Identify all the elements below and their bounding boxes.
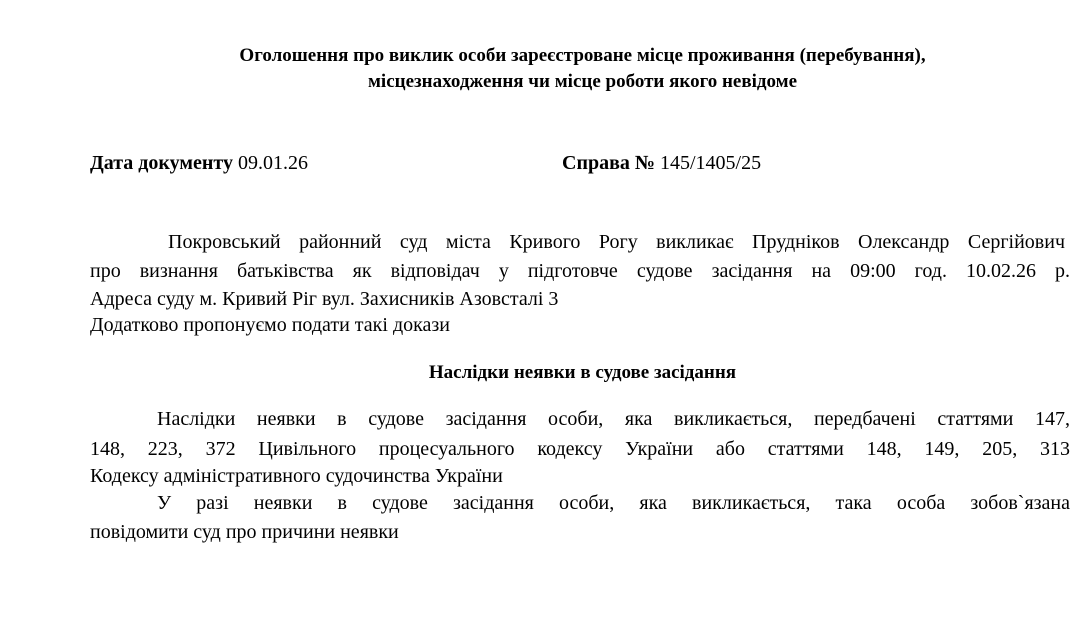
consequences-line-5: повідомити суд про причини неявки bbox=[90, 521, 399, 543]
consequences-line-1: Наслідки неявки в судове засідання особи, яка викликається, передбачені статтями 147, bbox=[157, 408, 1070, 430]
body-line-2: про визнання батьківства як відповідач у підготовче судове засідання на 09:00 год. 10.02.26 р. bbox=[90, 260, 1070, 282]
consequences-line-2: 148, 223, 372 Цивільного процесуального кодексу України або статтями 148, 149, 205, 313 bbox=[90, 438, 1070, 460]
document-date-label: Дата документу bbox=[90, 152, 233, 174]
case-number-label: Справа № bbox=[562, 152, 655, 174]
document-title-line-1: Оголошення про виклик особи зареєстроване місце проживання (перебування), bbox=[239, 45, 926, 66]
body-line-3: Адреса суду м. Кривий Ріг вул. Захисників Азовсталі 3 bbox=[90, 288, 559, 310]
case-number bbox=[562, 150, 761, 176]
document-date bbox=[90, 150, 308, 176]
consequences-line-4: У разі неявки в судове засідання особи, яка викликається, така особа зобов`язана bbox=[157, 492, 1070, 514]
document-date-value: 09.01.26 bbox=[238, 152, 308, 174]
consequences-line-3: Кодексу адміністративного судочинства України bbox=[90, 465, 503, 487]
case-number-value: 145/1405/25 bbox=[660, 152, 762, 174]
consequences-heading: Наслідки неявки в судове засідання bbox=[428, 362, 737, 383]
body-line-4: Додатково пропонуємо подати такі докази bbox=[90, 314, 451, 336]
document-title-line-2: місцезнаходження чи місце роботи якого невідоме bbox=[367, 71, 798, 92]
body-line-1: Покровський районний суд міста Кривого Рогу викликає Прудніков Олександр Сергійович bbox=[168, 231, 1065, 253]
